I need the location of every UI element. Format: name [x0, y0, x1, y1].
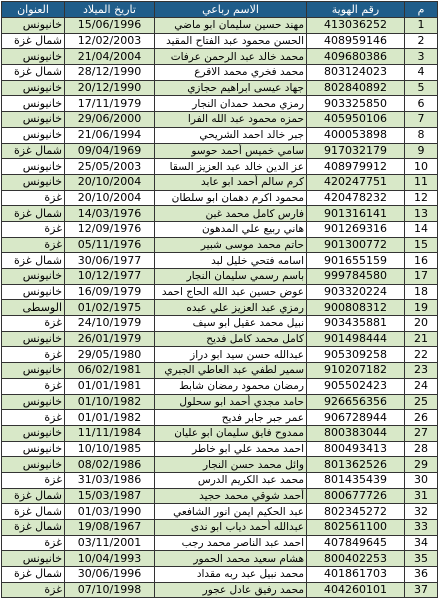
column-header-name[interactable]: الاسم رباعي	[155, 2, 307, 18]
dob-cell[interactable]: 16/09/1979	[65, 284, 155, 300]
dob-cell[interactable]: 21/06/1994	[65, 127, 155, 143]
table-row	[2, 65, 438, 81]
name-cell[interactable]: عبدالله أحمد دياب ابو ندى	[155, 520, 307, 536]
table-row	[2, 159, 438, 175]
id-cell[interactable]: 420478232	[307, 190, 405, 206]
id-cell[interactable]: 906728944	[307, 410, 405, 426]
row-number-cell[interactable]: 3	[405, 49, 438, 65]
id-cell[interactable]: 801362526	[307, 457, 405, 473]
name-cell[interactable]: حامد مجدي أحمد ابو سحلول	[155, 394, 307, 410]
table-row	[2, 190, 438, 206]
table-row	[2, 316, 438, 332]
name-cell[interactable]: كرم سالم أحمد ابو عابد	[155, 174, 307, 190]
dob-cell[interactable]: 30/06/1996	[65, 567, 155, 583]
name-cell[interactable]: محمد فخري محمد الاقرع	[155, 65, 307, 81]
table-body	[2, 18, 438, 598]
name-cell[interactable]: محمود اكرم دهمان ابو سلطان	[155, 190, 307, 206]
row-number-cell[interactable]: 10	[405, 159, 438, 175]
row-number-cell[interactable]: 16	[405, 253, 438, 269]
id-cell[interactable]: 901316141	[307, 206, 405, 222]
address-cell[interactable]: غزة	[2, 221, 65, 237]
name-cell[interactable]: رمضان محمود رمضان شابط	[155, 378, 307, 394]
table-row	[2, 143, 438, 159]
row-number-cell[interactable]: 9	[405, 143, 438, 159]
dob-cell[interactable]: 24/10/1979	[65, 316, 155, 332]
dob-cell[interactable]: 31/03/1986	[65, 472, 155, 488]
table-row	[2, 535, 438, 551]
dob-cell[interactable]: 10/10/1985	[65, 441, 155, 457]
name-cell[interactable]: مهند حسين سليمان ابو ماضي	[155, 18, 307, 34]
dob-cell[interactable]: 07/10/1998	[65, 582, 155, 598]
address-cell[interactable]: خانيونس	[2, 127, 65, 143]
dob-cell[interactable]: 28/12/1990	[65, 65, 155, 81]
row-number-cell[interactable]: 12	[405, 190, 438, 206]
name-cell[interactable]: عبدالله حسن سيد ابو دراز	[155, 347, 307, 363]
table-row	[2, 127, 438, 143]
address-cell[interactable]: غزة	[2, 472, 65, 488]
column-header-num[interactable]: م	[405, 2, 438, 18]
address-cell[interactable]: خانيونس	[2, 363, 65, 379]
table-row	[2, 347, 438, 363]
id-cell[interactable]: 802561100	[307, 520, 405, 536]
table-row	[2, 300, 438, 316]
address-cell[interactable]: غزة	[2, 410, 65, 426]
table-row	[2, 488, 438, 504]
address-cell[interactable]: خانيونس	[2, 174, 65, 190]
table-row	[2, 582, 438, 598]
address-cell[interactable]: خانيونس	[2, 394, 65, 410]
id-cell[interactable]: 802345272	[307, 504, 405, 520]
name-cell[interactable]: الحسن محمود عبد الفتاح المقيد	[155, 33, 307, 49]
address-cell[interactable]: خانيونس	[2, 284, 65, 300]
dob-cell[interactable]: 01/01/1981	[65, 378, 155, 394]
address-cell[interactable]: خانيونس	[2, 331, 65, 347]
dob-cell[interactable]: 15/03/1987	[65, 488, 155, 504]
table-row	[2, 112, 438, 128]
row-number-cell[interactable]: 35	[405, 551, 438, 567]
address-cell[interactable]: خانيونس	[2, 18, 65, 34]
header-row	[2, 2, 438, 18]
row-number-cell[interactable]: 21	[405, 331, 438, 347]
id-cell[interactable]: 926656356	[307, 394, 405, 410]
address-cell[interactable]: شمال غزة	[2, 567, 65, 583]
id-cell[interactable]: 802840892	[307, 80, 405, 96]
name-cell[interactable]: محمد خالد عبد الرحمن عرفات	[155, 49, 307, 65]
row-number-cell[interactable]: 7	[405, 112, 438, 128]
row-number-cell[interactable]: 36	[405, 567, 438, 583]
name-cell[interactable]: عوض حسين عبد الله الحاج احمد	[155, 284, 307, 300]
row-number-cell[interactable]: 30	[405, 472, 438, 488]
address-cell[interactable]: غزة	[2, 190, 65, 206]
address-cell[interactable]: خانيونس	[2, 269, 65, 285]
dob-cell[interactable]: 29/06/2000	[65, 112, 155, 128]
table-row	[2, 567, 438, 583]
id-cell[interactable]: 905309258	[307, 347, 405, 363]
dob-cell[interactable]: 01/01/1982	[65, 410, 155, 426]
table-row	[2, 410, 438, 426]
name-cell[interactable]: جبر خالد احمد الشريحي	[155, 127, 307, 143]
row-number-cell[interactable]: 29	[405, 457, 438, 473]
dob-cell[interactable]: 05/11/1976	[65, 237, 155, 253]
dob-cell[interactable]: 01/02/1975	[65, 300, 155, 316]
records-table	[1, 1, 438, 598]
address-cell[interactable]: خانيونس	[2, 159, 65, 175]
id-cell[interactable]: 903325850	[307, 96, 405, 112]
table-row	[2, 237, 438, 253]
dob-cell[interactable]: 14/03/1976	[65, 206, 155, 222]
id-cell[interactable]: 401861703	[307, 567, 405, 583]
id-cell[interactable]: 905502423	[307, 378, 405, 394]
address-cell[interactable]: شمال غزة	[2, 33, 65, 49]
id-cell[interactable]: 420247751	[307, 174, 405, 190]
address-cell[interactable]: خانيونس	[2, 425, 65, 441]
dob-cell[interactable]: 30/06/1977	[65, 253, 155, 269]
row-number-cell[interactable]: 1	[405, 18, 438, 34]
address-cell[interactable]: خانيونس	[2, 457, 65, 473]
name-cell[interactable]: حاتم محمد موسى شبير	[155, 237, 307, 253]
id-cell[interactable]: 800402253	[307, 551, 405, 567]
id-cell[interactable]: 901269316	[307, 221, 405, 237]
dob-cell[interactable]: 29/05/1980	[65, 347, 155, 363]
row-number-cell[interactable]: 2	[405, 33, 438, 49]
table-row	[2, 284, 438, 300]
address-cell[interactable]: غزة	[2, 237, 65, 253]
name-cell[interactable]: نبيل محمد عقيل ابو سيف	[155, 316, 307, 332]
name-cell[interactable]: عمر جبر جابر فديح	[155, 410, 307, 426]
dob-cell[interactable]: 20/10/2004	[65, 190, 155, 206]
id-cell[interactable]: 999784580	[307, 269, 405, 285]
address-cell[interactable]: شمال غزة	[2, 65, 65, 81]
row-number-cell[interactable]: 26	[405, 410, 438, 426]
table-row	[2, 174, 438, 190]
id-cell[interactable]: 404260101	[307, 582, 405, 598]
row-number-cell[interactable]: 34	[405, 535, 438, 551]
address-cell[interactable]: خانيونس	[2, 49, 65, 65]
name-cell[interactable]: احمد محمد علي ابو خاطر	[155, 441, 307, 457]
name-cell[interactable]: حمزه محمود عبد الله الفرا	[155, 112, 307, 128]
row-number-cell[interactable]: 22	[405, 347, 438, 363]
id-cell[interactable]: 800493413	[307, 441, 405, 457]
dob-cell[interactable]: 17/11/1979	[65, 96, 155, 112]
id-cell[interactable]: 408959146	[307, 33, 405, 49]
dob-cell[interactable]: 12/09/1976	[65, 221, 155, 237]
table-row	[2, 33, 438, 49]
dob-cell[interactable]: 09/04/1969	[65, 143, 155, 159]
row-number-cell[interactable]: 32	[405, 504, 438, 520]
table-row	[2, 206, 438, 222]
table-row	[2, 80, 438, 96]
dob-cell[interactable]: 20/10/2004	[65, 174, 155, 190]
table-row	[2, 551, 438, 567]
row-number-cell[interactable]: 17	[405, 269, 438, 285]
table-row	[2, 18, 438, 34]
id-cell[interactable]: 801435439	[307, 472, 405, 488]
name-cell[interactable]: ممدوح فايق سليمان ابو عليان	[155, 425, 307, 441]
id-cell[interactable]: 901498444	[307, 331, 405, 347]
row-number-cell[interactable]: 31	[405, 488, 438, 504]
table-row	[2, 269, 438, 285]
name-cell[interactable]: محمد رفيق عادل عجور	[155, 582, 307, 598]
table-row	[2, 457, 438, 473]
id-cell[interactable]: 800383044	[307, 425, 405, 441]
row-number-cell[interactable]: 13	[405, 206, 438, 222]
name-cell[interactable]: رمزي عبد العزيز علي عبده	[155, 300, 307, 316]
table-row	[2, 363, 438, 379]
address-cell[interactable]: الوسطى	[2, 300, 65, 316]
name-cell[interactable]: محمد عبد الكريم الدرس	[155, 472, 307, 488]
row-number-cell[interactable]: 6	[405, 96, 438, 112]
address-cell[interactable]: شمال غزة	[2, 520, 65, 536]
dob-cell[interactable]: 03/11/2001	[65, 535, 155, 551]
table-row	[2, 96, 438, 112]
name-cell[interactable]: عز الدين خالد عبد العزيز السقا	[155, 159, 307, 175]
name-cell[interactable]: اسامه فتحي خليل لبد	[155, 253, 307, 269]
row-number-cell[interactable]: 18	[405, 284, 438, 300]
name-cell[interactable]: عبد الحكيم ايمن انور الشافعي	[155, 504, 307, 520]
row-number-cell[interactable]: 14	[405, 221, 438, 237]
row-number-cell[interactable]: 11	[405, 174, 438, 190]
table-row	[2, 394, 438, 410]
row-number-cell[interactable]: 15	[405, 237, 438, 253]
id-cell[interactable]: 900808312	[307, 300, 405, 316]
dob-cell[interactable]: 08/02/1986	[65, 457, 155, 473]
name-cell[interactable]: سمير لطفي عبد العاطي الجبري	[155, 363, 307, 379]
table-row	[2, 378, 438, 394]
id-cell[interactable]: 413036252	[307, 18, 405, 34]
dob-cell[interactable]: 01/03/1990	[65, 504, 155, 520]
dob-cell[interactable]: 20/12/1990	[65, 80, 155, 96]
id-cell[interactable]: 901300772	[307, 237, 405, 253]
dob-cell[interactable]: 15/06/1996	[65, 18, 155, 34]
name-cell[interactable]: كامل محمد كامل فديح	[155, 331, 307, 347]
column-header-dob[interactable]: تاريخ الميلاد	[65, 2, 155, 18]
name-cell[interactable]: سامي خميس أحمد حوسو	[155, 143, 307, 159]
name-cell[interactable]: وائل محمد حسن النجار	[155, 457, 307, 473]
table-row	[2, 441, 438, 457]
table-row	[2, 520, 438, 536]
address-cell[interactable]: شمال غزة	[2, 504, 65, 520]
table-row	[2, 331, 438, 347]
address-cell[interactable]: غزة	[2, 378, 65, 394]
address-cell[interactable]: شمال غزة	[2, 253, 65, 269]
id-cell[interactable]: 803124023	[307, 65, 405, 81]
row-number-cell[interactable]: 4	[405, 65, 438, 81]
name-cell[interactable]: هشام سعيد محمد الحمور	[155, 551, 307, 567]
row-number-cell[interactable]: 37	[405, 582, 438, 598]
table-row	[2, 49, 438, 65]
dob-cell[interactable]: 06/02/1981	[65, 363, 155, 379]
address-cell[interactable]: غزة	[2, 316, 65, 332]
row-number-cell[interactable]: 24	[405, 378, 438, 394]
id-cell[interactable]: 910207182	[307, 363, 405, 379]
row-number-cell[interactable]: 25	[405, 394, 438, 410]
address-cell[interactable]: خانيونس	[2, 112, 65, 128]
table-row	[2, 425, 438, 441]
dob-cell[interactable]: 10/04/1993	[65, 551, 155, 567]
dob-cell[interactable]: 26/01/1979	[65, 331, 155, 347]
address-cell[interactable]: خانيونس	[2, 551, 65, 567]
address-cell[interactable]: غزة	[2, 582, 65, 598]
row-number-cell[interactable]: 33	[405, 520, 438, 536]
spreadsheet	[1, 1, 437, 597]
address-cell[interactable]: شمال غزة	[2, 206, 65, 222]
row-number-cell[interactable]: 20	[405, 316, 438, 332]
name-cell[interactable]: جهاد عيسى ابراهيم حجازي	[155, 80, 307, 96]
address-cell[interactable]: خانيونس	[2, 441, 65, 457]
name-cell[interactable]: فارس كامل محمد غبن	[155, 206, 307, 222]
table-row	[2, 253, 438, 269]
address-cell[interactable]: خانيونس	[2, 96, 65, 112]
table-row	[2, 504, 438, 520]
name-cell[interactable]: احمد عبد الناصر محمد رجب	[155, 535, 307, 551]
column-header-address[interactable]: العنوان	[2, 2, 65, 18]
address-cell[interactable]: خانيونس	[2, 80, 65, 96]
row-number-cell[interactable]: 28	[405, 441, 438, 457]
address-cell[interactable]: غزة	[2, 535, 65, 551]
id-cell[interactable]: 407849645	[307, 535, 405, 551]
column-header-id[interactable]: رقم الهوية	[307, 2, 405, 18]
dob-cell[interactable]: 12/02/2003	[65, 33, 155, 49]
id-cell[interactable]: 408979912	[307, 159, 405, 175]
id-cell[interactable]: 409680386	[307, 49, 405, 65]
dob-cell[interactable]: 11/11/1984	[65, 425, 155, 441]
dob-cell[interactable]: 21/04/2004	[65, 49, 155, 65]
name-cell[interactable]: هاني ربيع علي المدهون	[155, 221, 307, 237]
row-number-cell[interactable]: 23	[405, 363, 438, 379]
row-number-cell[interactable]: 8	[405, 127, 438, 143]
table-row	[2, 221, 438, 237]
id-cell[interactable]: 917032179	[307, 143, 405, 159]
name-cell[interactable]: محمد نبيل عبد ربه مقداد	[155, 567, 307, 583]
dob-cell[interactable]: 01/10/1982	[65, 394, 155, 410]
id-cell[interactable]: 903320224	[307, 284, 405, 300]
name-cell[interactable]: باسم رسمي سليمان النجار	[155, 269, 307, 285]
dob-cell[interactable]: 25/05/2003	[65, 159, 155, 175]
row-number-cell[interactable]: 19	[405, 300, 438, 316]
dob-cell[interactable]: 10/12/1977	[65, 269, 155, 285]
row-number-cell[interactable]: 27	[405, 425, 438, 441]
address-cell[interactable]: شمال غزة	[2, 143, 65, 159]
table-row	[2, 472, 438, 488]
id-cell[interactable]: 800677726	[307, 488, 405, 504]
id-cell[interactable]: 901655159	[307, 253, 405, 269]
name-cell[interactable]: رمزي محمد حمدان النجار	[155, 96, 307, 112]
address-cell[interactable]: شمال غزة	[2, 488, 65, 504]
id-cell[interactable]: 400053898	[307, 127, 405, 143]
address-cell[interactable]: غزة	[2, 347, 65, 363]
name-cell[interactable]: أحمد شوقي محمد حجيد	[155, 488, 307, 504]
row-number-cell[interactable]: 5	[405, 80, 438, 96]
id-cell[interactable]: 903435881	[307, 316, 405, 332]
dob-cell[interactable]: 19/08/1967	[65, 520, 155, 536]
id-cell[interactable]: 405950106	[307, 112, 405, 128]
